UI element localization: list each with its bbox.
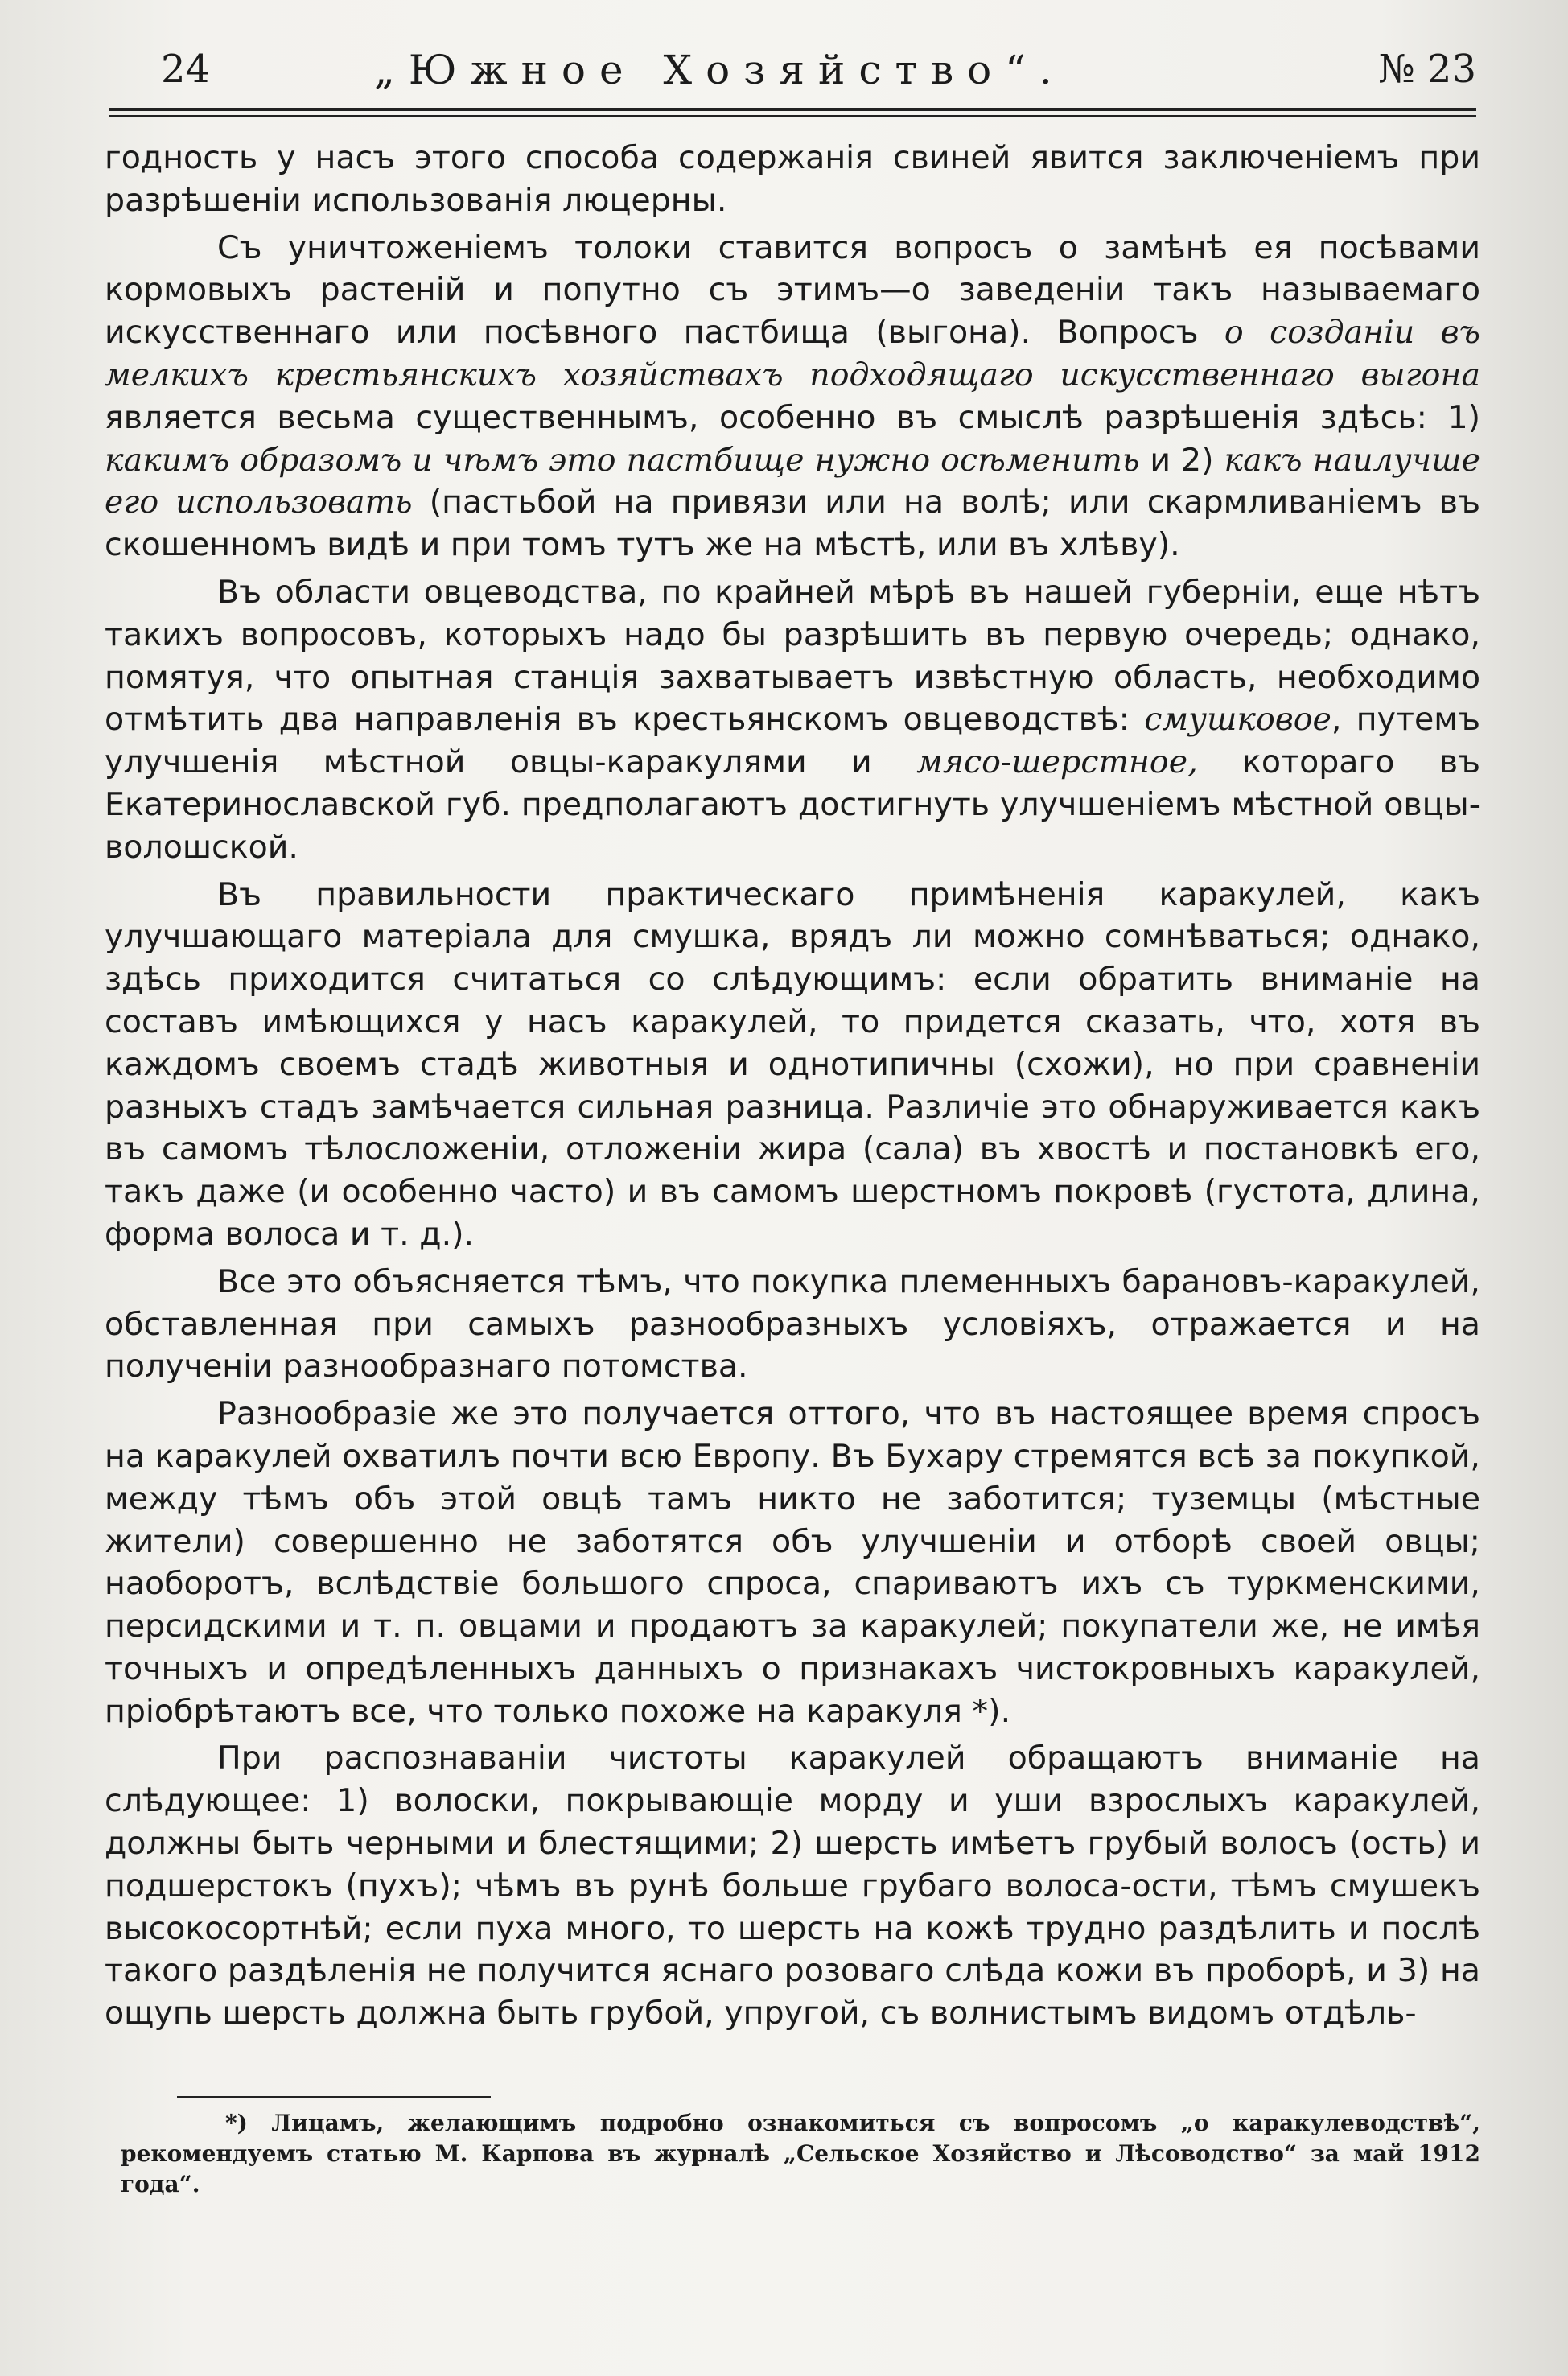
header-rule-thin bbox=[109, 115, 1476, 117]
body-paragraph: Въ правильности практическаго примѣненія каракулей, какъ улучшающаго матеріала для смушка, врядъ ли можно сомнѣваться; однако, здѣсь приходится считаться со слѣдующимъ: если обратить вниманіе на составъ имѣющихся у насъ каракулей, то придется сказать, что, хотя въ каждомъ своемъ стадѣ животныя и однотипичны (схожи), но при сравненіи разныхъ стадъ замѣчается сильная разница. Различіе это обнаруживается какъ въ самомъ тѣлосложеніи, отложеніи жира (сала) въ хвостѣ и постановкѣ его, такъ даже (и особенно часто) и въ самомъ шерстномъ покровѣ (густота, длина, форма волоса и т. д.). bbox=[105, 875, 1480, 1253]
body-paragraph: Съ уничтоженіемъ толоки ставится вопросъ о замѣнѣ ея посѣвами кормовыхъ растеній и попутно съ этимъ—о заведеніи такъ называемаго искусственнаго или посѣвного пастбища (выгона). Вопросъ о созданіи въ мелкихъ крестьянскихъ хозяйствахъ подходящаго искусственнаго выгона является весьма существеннымъ, особенно въ смыслѣ разрѣшенія здѣсь: 1) какимъ образомъ и чѣмъ это пастбище нужно осѣменить и 2) какъ наилучше его использовать (пастьбой на привязи или на волѣ; или скармливаніемъ въ скошенномъ видѣ и при томъ тутъ же на мѣстѣ, или въ хлѣву). bbox=[105, 229, 1480, 564]
header-rule-thick bbox=[109, 108, 1476, 111]
body-paragraph: Въ области овцеводства, по крайней мѣрѣ въ нашей губерніи, еще нѣтъ такихъ вопросовъ, которыхъ надо бы разрѣшить въ первую очередь; однако, помятуя, что опытная станція захватываетъ извѣстную область, необходимо отмѣтить два направленія въ крестьянскомъ овцеводствѣ: смушковое, путемъ улучшенія мѣстной овцы-каракулями и мясо-шерстное, котораго въ Екатеринославской губ. предполагаютъ достигнуть улучшеніемъ мѣстной овцы-волошской. bbox=[105, 573, 1481, 866]
journal-title: „Южное Хозяйство“. bbox=[374, 47, 1066, 93]
page-header bbox=[109, 40, 1476, 105]
article-body bbox=[105, 137, 1480, 2035]
body-paragraph: годность у насъ этого способа содержанія свиней явится заключеніемъ при разрѣшеніи использованія люцерны. bbox=[105, 139, 1480, 219]
footnote-rule bbox=[177, 2096, 491, 2098]
body-paragraph: Все это объясняется тѣмъ, что покупка племенныхъ барановъ-каракулей, обставленная при самыхъ разнообразныхъ условіяхъ, отражается и на полученіи разнообразнаго потомства. bbox=[105, 1262, 1480, 1386]
footnote bbox=[121, 2108, 1480, 2200]
issue-number: № 23 bbox=[1378, 47, 1476, 92]
page-number: 24 bbox=[161, 47, 211, 92]
body-paragraph: При распознаваніи чистоты каракулей обращаютъ вниманіе на слѣдующее: 1) волоски, покрывающіе морду и уши взрослыхъ каракулей, должны быть черными и блестящими; 2) шерсть имѣетъ грубый волосъ (ость) и подшерстокъ (пухъ); чѣмъ въ рунѣ больше грубаго волоса-ости, тѣмъ смушекъ высокосортнѣй; если пуха много, то шерсть на кожѣ трудно раздѣлить и послѣ такого раздѣленія не получится яснаго розоваго слѣда кожи въ проборѣ, и 3) на ощупь шерсть должна быть грубой, упругой, съ волнистымъ видомъ отдѣль- bbox=[105, 1740, 1480, 2032]
body-paragraph: Разнообразіе же это получается оттого, что въ настоящее время спросъ на каракулей охватилъ почти всю Европу. Въ Бухару стремятся всѣ за покупкой, между тѣмъ объ этой овцѣ тамъ никто не заботится; туземцы (мѣстные жители) совершенно не заботятся объ улучшеніи и отборѣ своей овцы; наоборотъ, вслѣдствіе большого спроса, спариваютъ ихъ съ туркменскими, персидскими и т. п. овцами и продаютъ за каракулей; покупатели же, не имѣя точныхъ и опредѣленныхъ данныхъ о признакахъ чистокровныхъ каракулей, пріобрѣтаютъ все, что только похоже на каракуля *). bbox=[105, 1395, 1480, 1730]
footnote-text: *) Лицамъ, желающимъ подробно ознакомиться съ вопросомъ „о каракулеводствѣ“, рекомендуемъ статью М. Карпова въ журналѣ „Сельское Хозяйство и Лѣсоводство“ за май 1912 года“. bbox=[121, 2110, 1480, 2197]
